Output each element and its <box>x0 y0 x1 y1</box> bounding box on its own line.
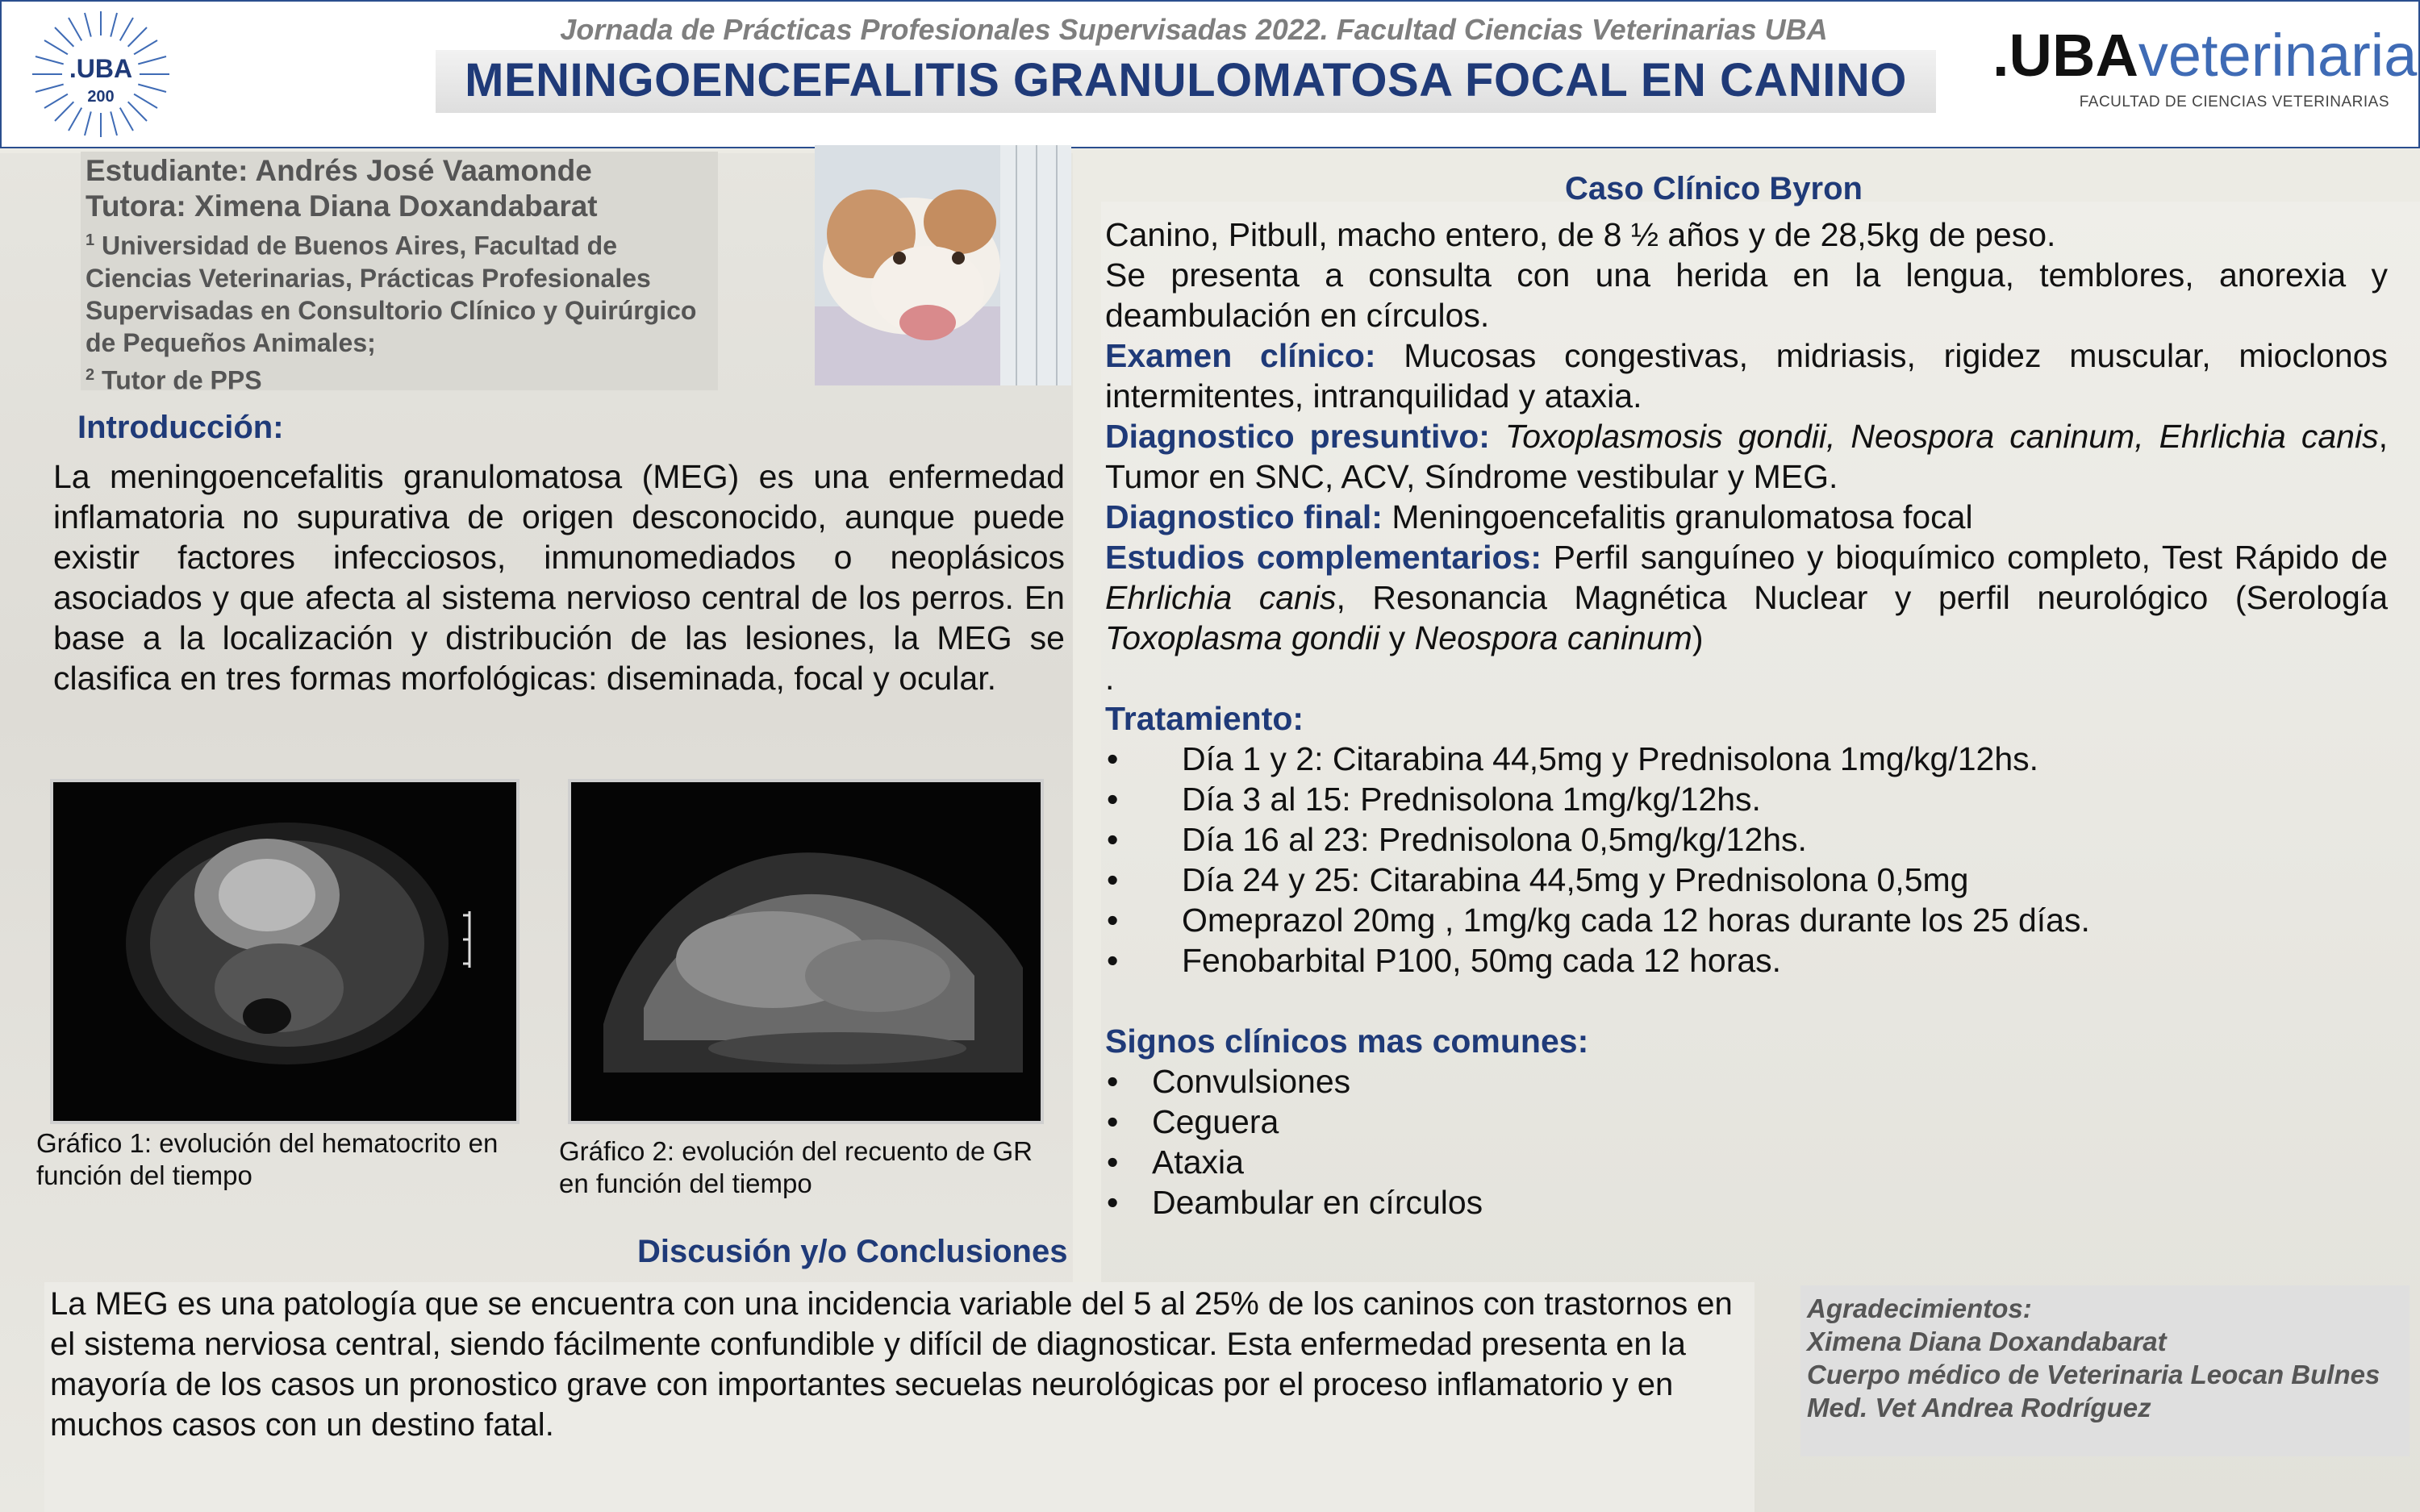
signs-list <box>1105 1061 2388 1223</box>
figure-1-caption: Gráfico 1: evolución del hematocrito en función del tiempo <box>36 1128 499 1190</box>
intro-text: La meningoencefalitis granulomatosa (MEG) es una enfermedad inflamatoria no supurativa de origen desconocido, aunque puede existir factores infecciosos, inmunomediados o neoplásicos asociados y que afecta al sistema nervioso central de los perros. En base a la localización y distribución de las lesiones, la MEG se clasifica en tres formas morfológicas: diseminada, focal y ocular. <box>53 458 1065 697</box>
treatment-list <box>1105 739 2388 981</box>
affiliation-2: $^2$ Tutor de PPS <box>86 365 262 395</box>
logo-veterinaria-text: veterinaria <box>2138 22 2418 89</box>
treatment-item: • Día 3 al 15: Prednisolona 1mg/kg/12hs. <box>1105 779 2388 819</box>
acknowledgement-item: Cuerpo médico de Veterinaria Leocan Bulnes <box>1807 1360 2380 1389</box>
case-presentation: Se presenta a consulta con una herida en la lengua, temblores, anorexia y deambulación en círculos. <box>1105 256 2388 334</box>
mri-sagittal-image <box>568 779 1044 1124</box>
uba-veterinaria-logo <box>1992 22 2418 115</box>
treatment-item: • Día 1 y 2: Citarabina 44,5mg y Prednisolona 1mg/kg/12hs. <box>1105 739 2388 779</box>
discussion-heading: Discusión y/o Conclusiones <box>637 1234 1068 1269</box>
svg-text:.UBA: .UBA <box>69 54 133 83</box>
sign-item: • Deambular en círculos <box>1105 1182 2388 1223</box>
sign-item: • Convulsiones <box>1105 1061 2388 1102</box>
treatment-heading: Tratamiento: <box>1105 700 1304 737</box>
poster-title: MENINGOENCEFALITIS GRANULOMATOSA FOCAL EN CANINO <box>465 54 1907 106</box>
case-exam: Examen clínico: Mucosas congestivas, midriasis, rigidez muscular, mioclonos intermitentes, intranquilidad y ataxia. <box>1105 337 2389 414</box>
treatment-item: • Fenobarbital P100, 50mg cada 12 horas. <box>1105 940 2388 981</box>
treatment-item: • Día 24 y 25: Citarabina 44,5mg y Prednisolona 0,5mg <box>1105 860 2388 900</box>
case-presumptive-diagnosis: Diagnostico presuntivo: Toxoplasmosis gondii, Neospora caninum, Ehrlichia canis, Tumor en SNC, ACV, Síndrome vestibular y MEG. <box>1105 418 2388 495</box>
case-dot: . <box>1105 660 1115 697</box>
acknowledgements-heading: Agradecimientos: <box>1807 1293 2032 1323</box>
dog-photo <box>815 145 1071 385</box>
svg-text:200: 200 <box>87 88 115 106</box>
uba-200-logo <box>24 8 177 141</box>
case-body <box>1105 215 2388 1223</box>
affiliation-1: $^1$ Universidad de Buenos Aires, Facultad de Ciencias Veterinarias, Prácticas Profesionales Supervisadas en Consultorio Clínico y Quirúrgico de Pequeños Animales; <box>86 231 697 357</box>
authors-block <box>86 153 715 396</box>
case-studies: Estudios complementarios: Perfil sanguíneo y bioquímico completo, Test Rápido de Ehrlichia canis, Resonancia Magnética Nuclear y perfil neurológico (Serología Toxoplasma gondii y Neospora caninum) <box>1105 539 2389 656</box>
acknowledgement-item: Med. Vet Andrea Rodríguez <box>1807 1393 2151 1422</box>
discussion-text: La MEG es una patología que se encuentra con una incidencia variable del 5 al 25% de los caninos con trastornos en el sistema nerviosa central, siendo fácilmente confundible y difícil de diagnosticar. Esta enfermedad presenta en la mayoría de los casos un pronostico grave con importantes secuelas neurológicas por el proceso inflamatorio y en muchos casos con un destino fatal. <box>50 1286 1733 1443</box>
acknowledgement-item: Ximena Diana Doxandabarat <box>1807 1327 2167 1356</box>
acknowledgements-box <box>1800 1285 2410 1456</box>
sign-item: • Ataxia <box>1105 1142 2388 1182</box>
case-final-diagnosis: Diagnostico final: Meningoencefalitis granulomatosa focal <box>1105 498 1973 535</box>
logo-faculty-text: FACULTAD DE CIENCIAS VETERINARIAS <box>2079 94 2389 110</box>
case-heading: Caso Clínico Byron <box>1565 171 1863 206</box>
treatment-item: • Omeprazol 20mg , 1mg/kg cada 12 horas durante los 25 días. <box>1105 900 2388 940</box>
mri-axial-image <box>50 779 519 1124</box>
logo-uba-text: .UBA <box>1992 22 2138 89</box>
conference-subtitle: Jornada de Prácticas Profesionales Supervisadas 2022. Facultad Ciencias Veterinarias UBA <box>560 13 1828 46</box>
tutor-name: Tutora: Ximena Diana Doxandabarat <box>86 190 598 223</box>
sign-item: • Ceguera <box>1105 1102 2388 1142</box>
intro-heading: Introducción: <box>77 410 284 445</box>
signs-heading: Signos clínicos mas comunes: <box>1105 1023 1589 1060</box>
case-patient-line: Canino, Pitbull, macho entero, de 8 ½ años y de 28,5kg de peso. <box>1105 216 2056 253</box>
figure-2-caption: Gráfico 2: evolución del recuento de GR en función del tiempo <box>559 1136 1033 1198</box>
student-name: Estudiante: Andrés José Vaamonde <box>86 154 592 187</box>
treatment-item: • Día 16 al 23: Prednisolona 0,5mg/kg/12hs. <box>1105 819 2388 860</box>
